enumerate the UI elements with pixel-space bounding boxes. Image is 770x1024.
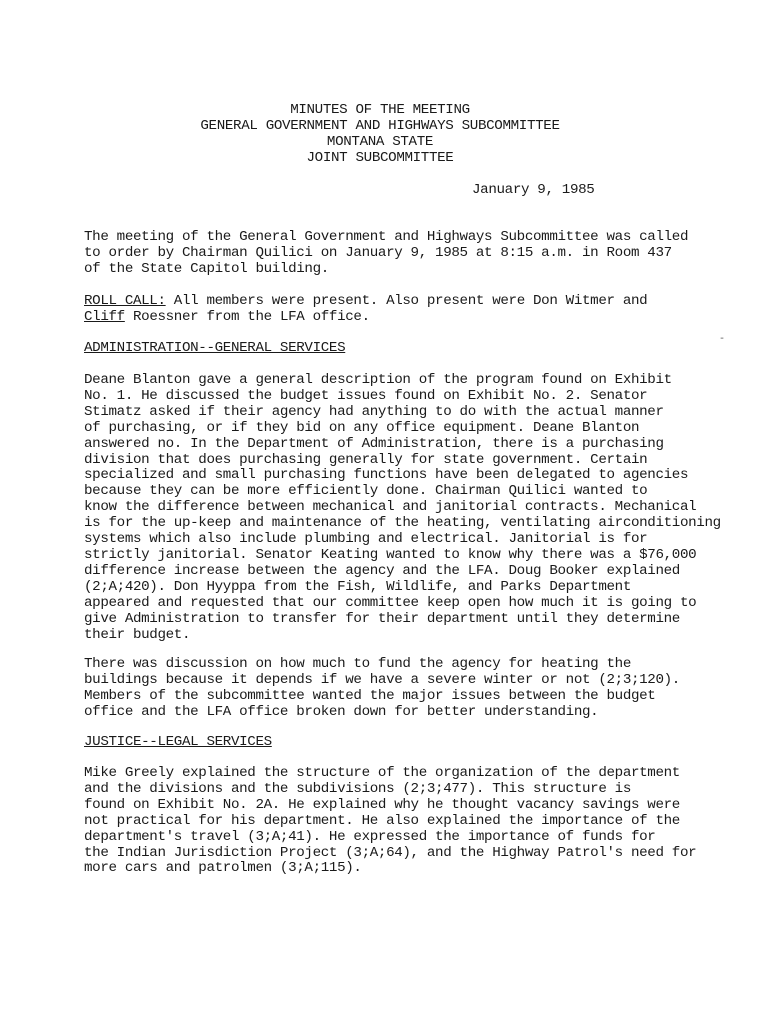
section-heading-justice: JUSTICE--LEGAL SERVICES — [84, 734, 272, 750]
paragraph-line: more cars and patrolmen (3;A;115). — [84, 860, 362, 877]
section-heading-administration: ADMINISTRATION--GENERAL SERVICES — [84, 340, 346, 356]
heading-joint: JOINT SUBCOMMITTEE — [306, 149, 454, 166]
roll-call-line-2 — [84, 310, 647, 326]
paragraph-line: know the difference between mechanical and janitorial contracts. Mechanical — [84, 499, 697, 516]
paragraph-line: the Indian Jurisdiction Project (3;A;64), and the Highway Patrol's need for — [84, 844, 697, 861]
roll-call-label: ROLL CALL: — [84, 293, 166, 309]
roll-call-paragraph — [84, 294, 647, 326]
roll-call-line-1 — [84, 294, 647, 310]
paragraph-line: systems which also include plumbing and electrical. Janitorial is for — [84, 531, 648, 548]
paragraph-line: office and the LFA office broken down for better understanding. — [84, 703, 599, 720]
roll-call-text: Roessner from the LFA office. — [124, 308, 370, 325]
paragraph-line: give Administration to transfer for their department until they determine — [84, 610, 680, 627]
roll-call-text: All members were present. Also present were Don Witmer and — [165, 293, 648, 309]
paragraph-line: division that does purchasing generally for state government. Certain — [84, 451, 648, 468]
intro-line: The meeting of the General Government and Highways Subcommittee was called — [84, 229, 689, 245]
margin-mark: - — [719, 334, 725, 345]
heading-committee: GENERAL GOVERNMENT AND HIGHWAYS SUBCOMMITTEE — [200, 117, 560, 134]
paragraph-line: of purchasing, or if they bid on any office equipment. Deane Blanton — [84, 419, 640, 436]
paragraph-line: Deane Blanton gave a general description of the program found on Exhibit — [84, 372, 672, 388]
heading-state: MONTANA STATE — [326, 133, 434, 150]
paragraph-line: buildings because it depends if we have a severe winter or not (2;3;120). — [84, 671, 680, 688]
paragraph-line: There was discussion on how much to fund the agency for heating the — [84, 656, 631, 672]
paragraph-line: is for the up-keep and maintenance of the heating, ventilating airconditioning — [84, 515, 721, 532]
paragraph-line: found on Exhibit No. 2A. He explained why he thought vacancy savings were — [84, 796, 680, 813]
paragraph-line: their budget. — [84, 626, 191, 643]
paragraph-line: specialized and small purchasing functions have been delegated to agencies — [84, 467, 689, 484]
heading-title: MINUTES OF THE MEETING — [290, 102, 470, 118]
paragraph-line: Members of the subcommittee wanted the major issues between the budget — [84, 687, 656, 704]
document-heading — [0, 103, 770, 167]
intro-paragraph — [84, 230, 688, 278]
meeting-date: January 9, 1985 — [472, 182, 595, 198]
paragraph-line: No. 1. He discussed the budget issues found on Exhibit No. 2. Senator — [84, 387, 648, 404]
paragraph-line: not practical for his department. He also explained the importance of the — [84, 812, 680, 829]
paragraph-line: (2;A;420). Don Hyyppa from the Fish, Wildlife, and Parks Department — [84, 578, 631, 595]
administration-paragraph-1 — [84, 373, 721, 643]
paragraph-line: difference increase between the agency and the LFA. Doug Booker explained — [84, 562, 680, 579]
paragraph-line: because they can be more efficiently done. Chairman Quilici wanted to — [84, 483, 648, 500]
administration-paragraph-2 — [84, 657, 680, 721]
paragraph-line: and the divisions and the subdivisions (2;3;477). This structure is — [84, 780, 631, 797]
paragraph-line: Stimatz asked if their agency had anything to do with the actual manner — [84, 403, 664, 420]
roll-call-underlined-name: Cliff — [84, 308, 125, 325]
paragraph-line: strictly janitorial. Senator Keating wanted to know why there was a $76,000 — [84, 546, 697, 563]
paragraph-line: Mike Greely explained the structure of the organization of the department — [84, 765, 680, 781]
paragraph-line: appeared and requested that our committee keep open how much it is going to — [84, 594, 697, 611]
paragraph-line: department's travel (3;A;41). He expressed the importance of funds for — [84, 828, 656, 845]
justice-paragraph — [84, 766, 696, 877]
intro-line: of the State Capitol building. — [84, 260, 329, 277]
paragraph-line: answered no. In the Department of Administration, there is a purchasing — [84, 435, 664, 452]
intro-line: to order by Chairman Quilici on January 9, 1985 at 8:15 a.m. in Room 437 — [84, 244, 672, 261]
